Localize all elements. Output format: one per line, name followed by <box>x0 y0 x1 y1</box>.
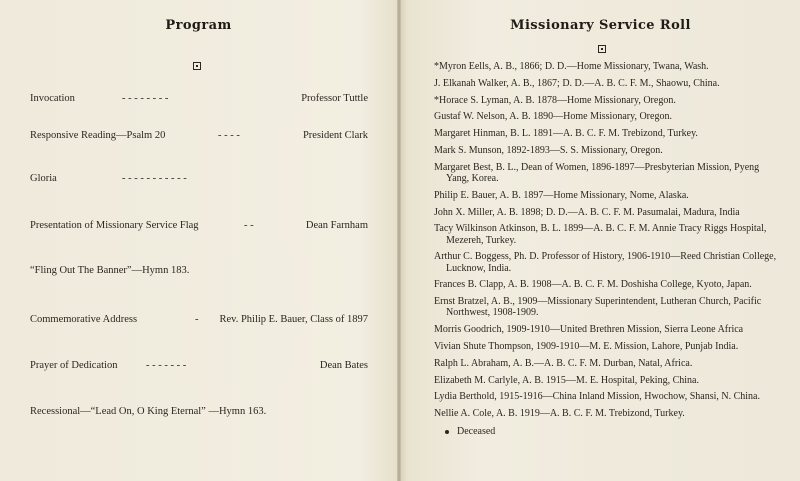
program-item <box>30 313 368 327</box>
program-item <box>30 359 368 373</box>
roll-entry: Frances B. Clapp, A. B. 1908—A. B. C. F. M. Doshisha College, Kyoto, Japan. <box>434 279 752 291</box>
roll-entry: Gustaf W. Nelson, A. B. 1890—Home Missionary, Oregon. <box>434 111 672 123</box>
roll-entry: *Horace S. Lyman, A. B. 1878—Home Missionary, Oregon. <box>434 94 676 106</box>
program-heading: Program <box>165 18 232 33</box>
roll-entry: Ralph L. Abraham, A. B.—A. B. C. F. M. Durban, Natal, Africa. <box>434 357 693 369</box>
program-item-dashes: - - - - <box>218 130 240 141</box>
roll-entry: Ernst Bratzel, A. B., 1909—Missionary Superintendent, Lutheran Church, Pacific Northwest, 1908-1909. <box>434 296 762 319</box>
deceased-footnote <box>445 426 495 437</box>
roll-entry: Arthur C. Boggess, Ph. D. Professor of History, 1906-1910—Reed Christian College, Lucknow, India. <box>434 251 777 274</box>
program-item-label: “Fling Out The Banner”—Hymn 183. <box>30 265 190 276</box>
roll-entry: Elizabeth M. Carlyle, A. B. 1915—M. E. Hospital, Peking, China. <box>434 374 699 386</box>
program-item-label: Commemorative Address <box>30 314 138 325</box>
program-item-dashes: - - <box>244 220 254 231</box>
roll-entry: Margaret Best, B. L., Dean of Women, 1896-1897—Presbyterian Mission, Pyeng Yang, Korea. <box>434 161 760 184</box>
roll-entry: Philip E. Bauer, A. B. 1897—Home Missionary, Nome, Alaska. <box>434 189 689 201</box>
program-item <box>30 172 368 186</box>
program-item-person: Rev. Philip E. Bauer, Class of 1897 <box>219 314 368 325</box>
program-item-person: Dean Bates <box>319 360 368 371</box>
roll-entry: Tacy Wilkinson Atkinson, B. L. 1899—A. B. C. F. M. Annie Tracy Riggs Hospital, Mezereh, Turkey. <box>434 223 767 246</box>
footnote-label: Deceased <box>457 426 496 437</box>
roll-entry: Lydia Berthold, 1915-1916—China Inland Mission, Hwochow, Shansi, N. China. <box>434 391 760 403</box>
ornament-icon <box>193 62 201 70</box>
program-item-label: Presentation of Missionary Service Flag <box>30 220 199 231</box>
roll-entry: Mark S. Munson, 1892-1893—S. S. Missionary, Oregon. <box>434 144 663 156</box>
program-item-person: Professor Tuttle <box>301 93 368 104</box>
program-item-label: Invocation <box>30 93 75 104</box>
program-item-label: Recessional—“Lead On, O King Eternal” —Hymn 163. <box>30 406 267 417</box>
roll-entry: Nellie A. Cole, A. B. 1919—A. B. C. F. M. Trebizond, Turkey. <box>434 408 685 420</box>
roll-list <box>434 61 779 425</box>
program-item-person: President Clark <box>302 130 368 141</box>
bullet-icon <box>445 430 449 434</box>
program-item <box>30 219 368 233</box>
program-item-dashes: - - - - - - - - - - - <box>122 173 187 184</box>
ornament-icon <box>598 45 606 53</box>
program-item-label: Gloria <box>30 173 57 184</box>
program-item-person: Dean Farnham <box>305 220 368 231</box>
program-item-dashes: - - - - - - - - <box>122 93 169 104</box>
roll-entry: Vivian Shute Thompson, 1909-1910—M. E. Mission, Lahore, Punjab India. <box>434 340 739 352</box>
roll-entry: Margaret Hinman, B. L. 1891—A. B. C. F. M. Trebizond, Turkey. <box>434 128 698 140</box>
program-item-label: Prayer of Dedication <box>30 360 118 371</box>
left-page <box>0 0 397 481</box>
program-item-dashes: - - - - - - - <box>146 360 187 371</box>
roll-entry: John X. Miller, A. B. 1898; D. D.—A. B. C. F. M. Pasumalai, Madura, India <box>434 206 740 218</box>
program-item <box>30 92 368 106</box>
program-item-label: Responsive Reading—Psalm 20 <box>30 130 166 141</box>
right-page <box>401 0 800 481</box>
roll-entry: *Myron Eells, A. B., 1866; D. D.—Home Missionary, Twana, Wash. <box>434 61 709 72</box>
program-item <box>30 264 368 278</box>
program-item-dashes: - <box>195 314 199 325</box>
program-item <box>30 405 368 419</box>
roll-entry: Morris Goodrich, 1909-1910—United Brethren Mission, Sierra Leone Africa <box>434 324 744 336</box>
roll-entry: J. Elkanah Walker, A. B., 1867; D. D.—A. B. C. F. M., Shaowu, China. <box>434 77 720 89</box>
program-item <box>30 129 368 143</box>
roll-heading: Missionary Service Roll <box>510 18 691 33</box>
